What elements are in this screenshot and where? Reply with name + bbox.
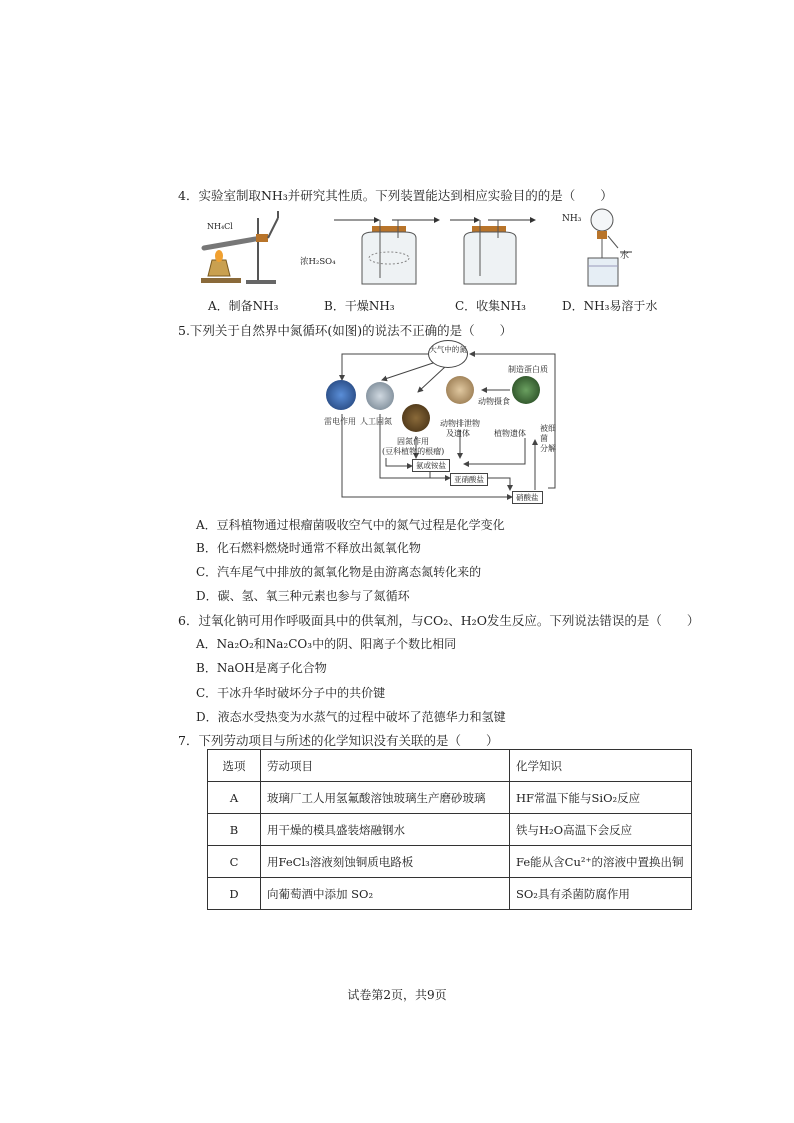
nitrogen-cycle-diagram bbox=[300, 340, 590, 510]
q5-stem: 5.下列关于自然界中氮循环(如图)的说法不正确的是（ ） bbox=[178, 323, 513, 338]
row-b-option: B bbox=[208, 814, 261, 846]
apparatus-b-wash-bottle bbox=[334, 208, 444, 288]
row-b-labor: 用干燥的模具盛装熔融钢水 bbox=[261, 814, 510, 846]
lightning-label: 雷电作用 bbox=[324, 417, 356, 426]
row-d-labor: 向葡萄酒中添加 SO₂ bbox=[261, 878, 510, 910]
q6-stem: 6．过氧化钠可用作呼吸面具中的供氧剂，与CO₂、H₂O发生反应。下列说法错误的是（ ） bbox=[178, 613, 700, 628]
atmosphere-node bbox=[428, 340, 468, 368]
root-nodule-icon bbox=[402, 404, 430, 432]
q5-option-a: A．豆科植物通过根瘤菌吸收空气中的氮气过程是化学变化 bbox=[196, 518, 505, 532]
q6-option-a: A．Na₂O₂和Na₂CO₃中的阴、阳离子个数比相同 bbox=[196, 637, 457, 651]
ammonium-node: 氨或铵盐 bbox=[412, 459, 450, 472]
q5-option-b: B．化石燃料燃烧时通常不释放出氮氧化物 bbox=[196, 541, 421, 555]
caption-d: D．NH₃易溶于水 bbox=[562, 299, 658, 313]
q5-option-c: C．汽车尾气中排放的氮氧化物是由游离态氮转化来的 bbox=[196, 565, 482, 579]
header-labor: 劳动项目 bbox=[261, 750, 510, 782]
page-footer: 试卷第2页，共9页 bbox=[347, 988, 447, 1002]
remains-label: 植物遗体 bbox=[494, 429, 526, 438]
lightning-icon bbox=[326, 380, 356, 410]
bacteria-label-1: 被细 bbox=[540, 424, 556, 433]
q7-table bbox=[207, 749, 692, 910]
q4-stem: 4．实验室制取NH₃并研究其性质。下列装置能达到相应实验目的的是（ ） bbox=[178, 188, 613, 203]
fixation-label-2: (豆科植物的根瘤) bbox=[382, 447, 445, 456]
excreta-label-1: 动物排泄物 bbox=[440, 419, 480, 428]
q5-option-d: D．碳、氢、氧三种元素也参与了氮循环 bbox=[196, 589, 410, 603]
nitrite-node: 亚硝酸盐 bbox=[450, 473, 488, 486]
row-a-option: A bbox=[208, 782, 261, 814]
row-a-labor: 玻璃厂工人用氢氟酸溶蚀玻璃生产磨砂玻璃 bbox=[261, 782, 510, 814]
row-a-knowledge: HF常温下能与SiO₂反应 bbox=[510, 782, 692, 814]
eating-label: 动物摄食 bbox=[478, 397, 510, 406]
bacteria-label-2: 菌 bbox=[540, 434, 548, 443]
apparatus-a-heating-tube bbox=[196, 208, 286, 288]
bacteria-label-3: 分解 bbox=[540, 444, 556, 453]
plant-icon bbox=[512, 376, 540, 404]
q7-stem: 7．下列劳动项目与所述的化学知识没有关联的是（ ） bbox=[178, 733, 499, 748]
row-c-knowledge: Fe能从含Cu²⁺的溶液中置换出铜 bbox=[510, 846, 692, 878]
industrial-label: 人工固氮 bbox=[360, 417, 392, 426]
excreta-label-2: 及遗体 bbox=[446, 429, 470, 438]
q6-option-b: B．NaOH是离子化合物 bbox=[196, 661, 327, 675]
table-row bbox=[208, 814, 692, 846]
label-water: 水 bbox=[620, 251, 630, 261]
apparatus-c-gas-collection-bottle bbox=[450, 208, 560, 288]
fixation-label-1: 固氮作用 bbox=[397, 437, 429, 446]
caption-a: A．制备NH₃ bbox=[208, 299, 279, 313]
row-c-option: C bbox=[208, 846, 261, 878]
label-h2so4: 浓H₂SO₄ bbox=[300, 257, 336, 267]
table-row bbox=[208, 782, 692, 814]
caption-b: B．干燥NH₃ bbox=[324, 299, 395, 313]
nitrate-node: 硝酸盐 bbox=[512, 491, 543, 504]
table-header-row bbox=[208, 750, 692, 782]
header-knowledge: 化学知识 bbox=[510, 750, 692, 782]
table-row bbox=[208, 878, 692, 910]
label-nh4cl: NH₄Cl bbox=[207, 222, 233, 231]
row-d-knowledge: SO₂具有杀菌防腐作用 bbox=[510, 878, 692, 910]
atmosphere-label: 大气中的氮 bbox=[429, 345, 467, 354]
q6-option-c: C．干冰升华时破坏分子中的共价键 bbox=[196, 686, 386, 700]
bacteria-label bbox=[540, 424, 556, 454]
protein-label: 制造蛋白质 bbox=[508, 365, 548, 374]
apparatus-d-fountain-flask bbox=[580, 206, 640, 290]
table-row bbox=[208, 846, 692, 878]
animal-icon bbox=[446, 376, 474, 404]
row-d-option: D bbox=[208, 878, 261, 910]
q6-option-d: D．液态水受热变为水蒸气的过程中破坏了范德华力和氢键 bbox=[196, 710, 506, 724]
row-b-knowledge: 铁与H₂O高温下会反应 bbox=[510, 814, 692, 846]
row-c-labor: 用FeCl₃溶液刻蚀铜质电路板 bbox=[261, 846, 510, 878]
header-option: 选项 bbox=[208, 750, 261, 782]
caption-c: C．收集NH₃ bbox=[455, 299, 526, 313]
factory-icon bbox=[366, 382, 394, 410]
label-nh3: NH₃ bbox=[562, 214, 582, 224]
